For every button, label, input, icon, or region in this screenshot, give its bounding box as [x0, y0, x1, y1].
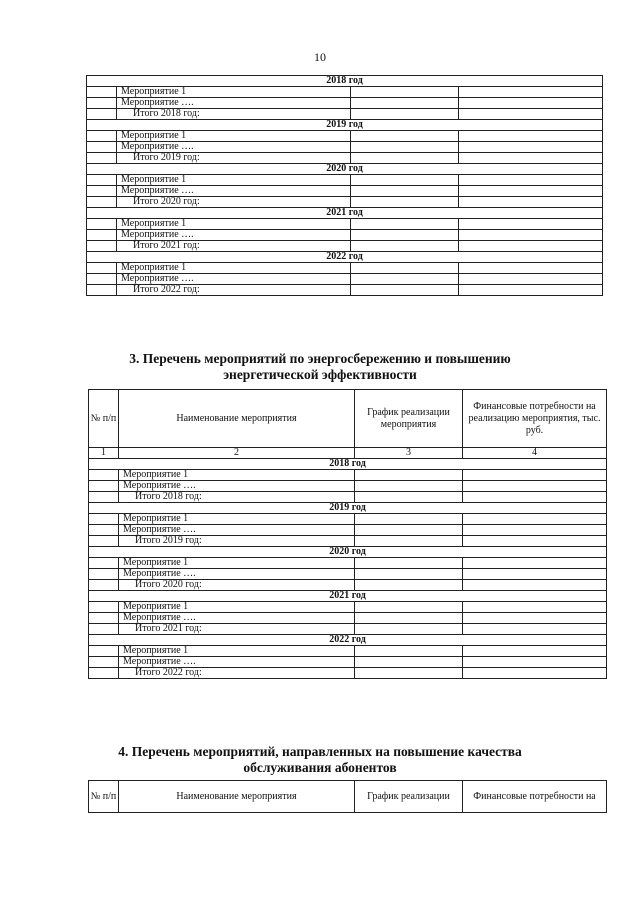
year-label: 2022 год: [89, 635, 607, 646]
finance-cell: [463, 602, 607, 613]
measure-name: Мероприятие ….: [119, 525, 355, 536]
table-row: [89, 668, 607, 679]
measure-name: Мероприятие 1: [117, 87, 351, 98]
num-cell: [89, 558, 119, 569]
schedule-cell: [351, 175, 459, 186]
year-total-label: Итого 2021 год:: [119, 624, 355, 635]
finance-cell: [459, 263, 603, 274]
finance-cell: [459, 153, 603, 164]
num-cell: [89, 613, 119, 624]
year-row: [89, 635, 607, 646]
schedule-cell: [355, 536, 463, 547]
measure-name: Мероприятие ….: [117, 274, 351, 285]
header-schedule: График реализации мероприятия: [355, 390, 463, 448]
schedule-cell: [351, 197, 459, 208]
table-row: [89, 580, 607, 591]
header-schedule: График реализации: [355, 781, 463, 813]
num-cell: [89, 514, 119, 525]
num-cell: [89, 525, 119, 536]
num-cell: [87, 219, 117, 230]
table-row: [87, 87, 603, 98]
finance-cell: [459, 241, 603, 252]
year-row: [89, 459, 607, 470]
num-cell: [87, 263, 117, 274]
header-name: Наименование мероприятия: [119, 390, 355, 448]
column-number: 1: [89, 448, 119, 459]
table-row: [89, 525, 607, 536]
schedule-cell: [355, 481, 463, 492]
year-row: [87, 120, 603, 131]
column-number: 3: [355, 448, 463, 459]
year-total-label: Итого 2022 год:: [117, 285, 351, 296]
measure-name: Мероприятие 1: [119, 646, 355, 657]
year-label: 2021 год: [89, 591, 607, 602]
year-total-label: Итого 2018 год:: [119, 492, 355, 503]
table-header-row: [89, 781, 607, 813]
finance-cell: [459, 142, 603, 153]
measure-name: Мероприятие ….: [119, 657, 355, 668]
num-cell: [87, 142, 117, 153]
schedule-cell: [351, 131, 459, 142]
num-cell: [87, 197, 117, 208]
finance-cell: [463, 613, 607, 624]
num-cell: [87, 98, 117, 109]
section3-title: 3. Перечень мероприятий по энергосбережению и повышению энергетической эффективности: [129, 351, 511, 382]
year-row: [89, 547, 607, 558]
schedule-cell: [351, 98, 459, 109]
table-row: [89, 657, 607, 668]
column-number: 4: [463, 448, 607, 459]
finance-cell: [463, 657, 607, 668]
measure-name: Мероприятие 1: [117, 219, 351, 230]
year-label: 2019 год: [87, 120, 603, 131]
finance-cell: [459, 285, 603, 296]
year-row: [89, 503, 607, 514]
finance-cell: [459, 230, 603, 241]
year-total-label: Итого 2019 год:: [117, 153, 351, 164]
finance-cell: [459, 98, 603, 109]
measure-name: Мероприятие ….: [117, 186, 351, 197]
table-row: [87, 285, 603, 296]
schedule-cell: [355, 657, 463, 668]
num-cell: [87, 153, 117, 164]
finance-cell: [463, 580, 607, 591]
table-row: [87, 263, 603, 274]
num-cell: [89, 492, 119, 503]
section4-title: 4. Перечень мероприятий, направленных на повышение качества обслуживания абонентов: [118, 744, 522, 775]
num-cell: [89, 470, 119, 481]
section4-table: [88, 780, 607, 813]
table-row: [89, 602, 607, 613]
measure-name: Мероприятие ….: [117, 142, 351, 153]
year-label: 2022 год: [87, 252, 603, 263]
table-row: [87, 175, 603, 186]
year-label: 2018 год: [87, 76, 603, 87]
schedule-cell: [355, 646, 463, 657]
header-name: Наименование мероприятия: [119, 781, 355, 813]
finance-cell: [463, 536, 607, 547]
schedule-cell: [355, 558, 463, 569]
schedule-cell: [351, 241, 459, 252]
num-cell: [89, 668, 119, 679]
measure-name: Мероприятие 1: [117, 131, 351, 142]
schedule-cell: [355, 569, 463, 580]
year-label: 2018 год: [89, 459, 607, 470]
num-cell: [87, 285, 117, 296]
measure-name: Мероприятие ….: [119, 481, 355, 492]
year-total-label: Итого 2022 год:: [119, 668, 355, 679]
table-row: [89, 624, 607, 635]
measure-name: Мероприятие 1: [119, 558, 355, 569]
num-cell: [89, 481, 119, 492]
table-row: [87, 230, 603, 241]
measure-name: Мероприятие ….: [117, 98, 351, 109]
year-label: 2020 год: [89, 547, 607, 558]
year-total-label: Итого 2021 год:: [117, 241, 351, 252]
num-cell: [87, 131, 117, 142]
table-row: [89, 470, 607, 481]
schedule-cell: [355, 668, 463, 679]
year-label: 2019 год: [89, 503, 607, 514]
finance-cell: [459, 87, 603, 98]
table-row: [87, 153, 603, 164]
schedule-cell: [355, 580, 463, 591]
num-cell: [87, 87, 117, 98]
num-cell: [89, 580, 119, 591]
schedule-cell: [355, 525, 463, 536]
num-cell: [89, 657, 119, 668]
measure-name: Мероприятие 1: [119, 470, 355, 481]
table-row: [89, 514, 607, 525]
finance-cell: [463, 624, 607, 635]
table-row: [87, 274, 603, 285]
schedule-cell: [351, 109, 459, 120]
num-cell: [87, 230, 117, 241]
year-total-label: Итого 2020 год:: [117, 197, 351, 208]
schedule-cell: [355, 602, 463, 613]
table-row: [87, 197, 603, 208]
schedule-cell: [351, 153, 459, 164]
year-total-label: Итого 2018 год:: [117, 109, 351, 120]
table-row: [89, 558, 607, 569]
finance-cell: [463, 668, 607, 679]
year-label: 2020 год: [87, 164, 603, 175]
year-row: [89, 591, 607, 602]
finance-cell: [463, 525, 607, 536]
header-num: № п/п: [89, 781, 119, 813]
table-row: [87, 186, 603, 197]
year-row: [87, 252, 603, 263]
finance-cell: [459, 131, 603, 142]
schedule-cell: [355, 470, 463, 481]
section2-table: [86, 75, 603, 296]
finance-cell: [459, 175, 603, 186]
finance-cell: [463, 481, 607, 492]
schedule-cell: [355, 492, 463, 503]
table-row: [87, 241, 603, 252]
num-cell: [87, 186, 117, 197]
schedule-cell: [351, 285, 459, 296]
num-cell: [87, 109, 117, 120]
finance-cell: [459, 197, 603, 208]
year-row: [87, 208, 603, 219]
table-row: [87, 109, 603, 120]
table-header-row: [89, 390, 607, 448]
finance-cell: [463, 569, 607, 580]
column-number: 2: [119, 448, 355, 459]
year-row: [87, 164, 603, 175]
schedule-cell: [351, 142, 459, 153]
year-total-label: Итого 2019 год:: [119, 536, 355, 547]
header-finance: Финансовые потребности на: [463, 781, 607, 813]
year-label: 2021 год: [87, 208, 603, 219]
num-cell: [89, 536, 119, 547]
table-row: [89, 646, 607, 657]
measure-name: Мероприятие 1: [117, 175, 351, 186]
finance-cell: [463, 558, 607, 569]
measure-name: Мероприятие ….: [119, 569, 355, 580]
table-row: [89, 481, 607, 492]
schedule-cell: [355, 514, 463, 525]
measure-name: Мероприятие ….: [117, 230, 351, 241]
measure-name: Мероприятие ….: [119, 613, 355, 624]
num-cell: [87, 274, 117, 285]
table-row: [87, 219, 603, 230]
finance-cell: [459, 219, 603, 230]
num-cell: [89, 569, 119, 580]
finance-cell: [463, 492, 607, 503]
measure-name: Мероприятие 1: [119, 514, 355, 525]
schedule-cell: [351, 274, 459, 285]
table-row: [89, 613, 607, 624]
table-row: [89, 536, 607, 547]
year-row: [87, 76, 603, 87]
table-row: [87, 98, 603, 109]
measure-name: Мероприятие 1: [119, 602, 355, 613]
schedule-cell: [355, 624, 463, 635]
num-cell: [89, 624, 119, 635]
num-cell: [89, 602, 119, 613]
schedule-cell: [351, 230, 459, 241]
table-row: [87, 142, 603, 153]
finance-cell: [463, 646, 607, 657]
num-cell: [87, 175, 117, 186]
num-cell: [89, 646, 119, 657]
schedule-cell: [351, 263, 459, 274]
finance-cell: [463, 470, 607, 481]
header-num: № п/п: [89, 390, 119, 448]
year-total-label: Итого 2020 год:: [119, 580, 355, 591]
page-number: 10: [314, 50, 326, 64]
schedule-cell: [355, 613, 463, 624]
finance-cell: [459, 109, 603, 120]
section3-table: [88, 389, 607, 679]
finance-cell: [459, 274, 603, 285]
measure-name: Мероприятие 1: [117, 263, 351, 274]
column-number-row: [89, 448, 607, 459]
schedule-cell: [351, 219, 459, 230]
table-row: [89, 492, 607, 503]
finance-cell: [459, 186, 603, 197]
schedule-cell: [351, 87, 459, 98]
header-finance: Финансовые потребности на реализацию мероприятия, тыс. руб.: [463, 390, 607, 448]
table-row: [89, 569, 607, 580]
num-cell: [87, 241, 117, 252]
schedule-cell: [351, 186, 459, 197]
table-row: [87, 131, 603, 142]
finance-cell: [463, 514, 607, 525]
